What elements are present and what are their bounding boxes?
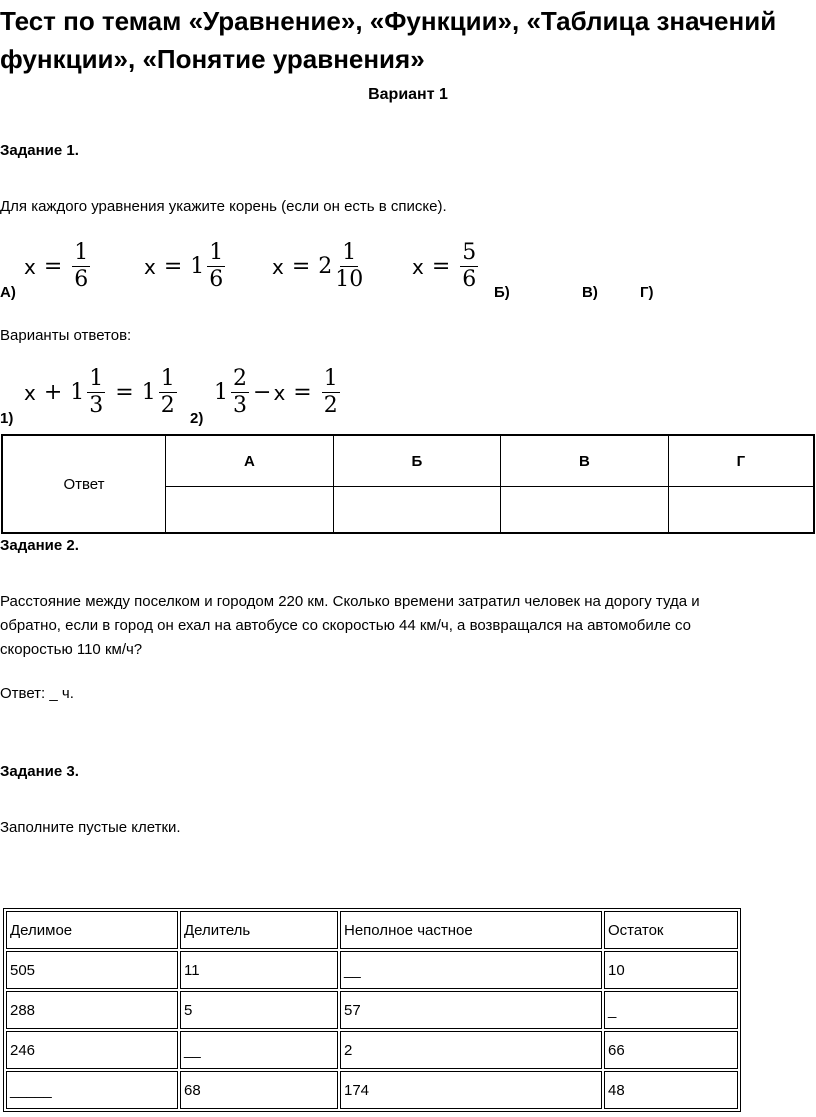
variant-label: Вариант 1 <box>368 86 448 103</box>
table-cell: 2 <box>340 1031 602 1069</box>
table-header-row <box>6 911 738 949</box>
table-cell-blank[interactable]: __ <box>180 1031 338 1069</box>
table-row <box>6 951 738 989</box>
task1-instruction: Для каждого уравнения укажите корень (если он есть в списке). <box>0 198 447 215</box>
table-cell: 66 <box>604 1031 738 1069</box>
answer-row-label: Ответ <box>2 435 166 533</box>
answers-label: Варианты ответов: <box>0 327 132 344</box>
answer-col-b: Б <box>333 435 500 487</box>
task1-heading: Задание 1. <box>0 142 79 159</box>
table-cell: 10 <box>604 951 738 989</box>
header-quotient: Неполное частное <box>340 911 602 949</box>
task2-text <box>0 590 812 662</box>
option-c-label: В) <box>582 284 598 301</box>
answer-cell-b[interactable] <box>333 487 500 534</box>
table-cell: 174 <box>340 1071 602 1109</box>
task2-answer: Ответ: _ ч. <box>0 685 74 702</box>
option-b-label: Б) <box>494 284 510 301</box>
equation-1: x + 1 $\frac{1}{3}$ = 1 $\frac{1}{2}$ <box>24 366 175 418</box>
table-cell-blank[interactable]: __ <box>340 951 602 989</box>
table-cell: 288 <box>6 991 178 1029</box>
answer-col-d: Г <box>668 435 814 487</box>
division-table <box>3 908 741 1112</box>
task2-heading: Задание 2. <box>0 537 79 554</box>
task2-line: обратно, если в город он ехал на автобусе со скоростью 44 км/ч, а возвращался на автомобиле со <box>0 617 692 634</box>
option-c-equation: x = 2 $\frac{1}{10}$ <box>272 240 364 292</box>
equation-2: 1 $\frac{2}{3}$ − x = $\frac{1}{2}$ <box>214 366 338 418</box>
option-d-label: Г) <box>640 284 654 301</box>
answer-cell-c[interactable] <box>500 487 668 534</box>
task3-heading: Задание 3. <box>0 763 79 780</box>
table-cell: 5 <box>180 991 338 1029</box>
table-cell: 57 <box>340 991 602 1029</box>
option-a-label: А) <box>0 284 16 301</box>
option-b-equation: x = 1 $\frac{1}{6}$ <box>144 240 224 292</box>
table-cell: 48 <box>604 1071 738 1109</box>
answer-cell-d[interactable] <box>668 487 814 534</box>
header-divisor: Делитель <box>180 911 338 949</box>
answer-col-c: В <box>500 435 668 487</box>
answer-cell-a[interactable] <box>166 487 334 534</box>
header-dividend: Делимое <box>6 911 178 949</box>
header-remainder: Остаток <box>604 911 738 949</box>
table-row <box>6 991 738 1029</box>
table-cell-blank[interactable]: _ <box>604 991 738 1029</box>
task3-instruction: Заполните пустые клетки. <box>0 819 181 836</box>
table-row <box>6 1071 738 1109</box>
task2-line: Расстояние между поселком и городом 220 км. Сколько времени затратил человек на дорогу туда и <box>0 593 700 610</box>
equation-1-label: 1) <box>0 410 14 427</box>
page-title: Тест по темам «Уравнение», «Функции», «Таблица значений функции», «Понятие уравнения» <box>0 6 777 74</box>
table-cell: 505 <box>6 951 178 989</box>
table-cell-blank[interactable]: _____ <box>6 1071 178 1109</box>
table-cell: 11 <box>180 951 338 989</box>
table-cell: 246 <box>6 1031 178 1069</box>
answer-col-a: А <box>166 435 334 487</box>
option-a-equation: x = $\frac{1}{6}$ <box>24 240 89 292</box>
answer-table <box>1 434 815 534</box>
equation-2-label: 2) <box>190 410 204 427</box>
table-row <box>6 1031 738 1069</box>
option-d-equation: x = $\frac{5}{6}$ <box>412 240 477 292</box>
table-cell: 68 <box>180 1071 338 1109</box>
task2-line: скоростью 110 км/ч? <box>0 641 143 658</box>
